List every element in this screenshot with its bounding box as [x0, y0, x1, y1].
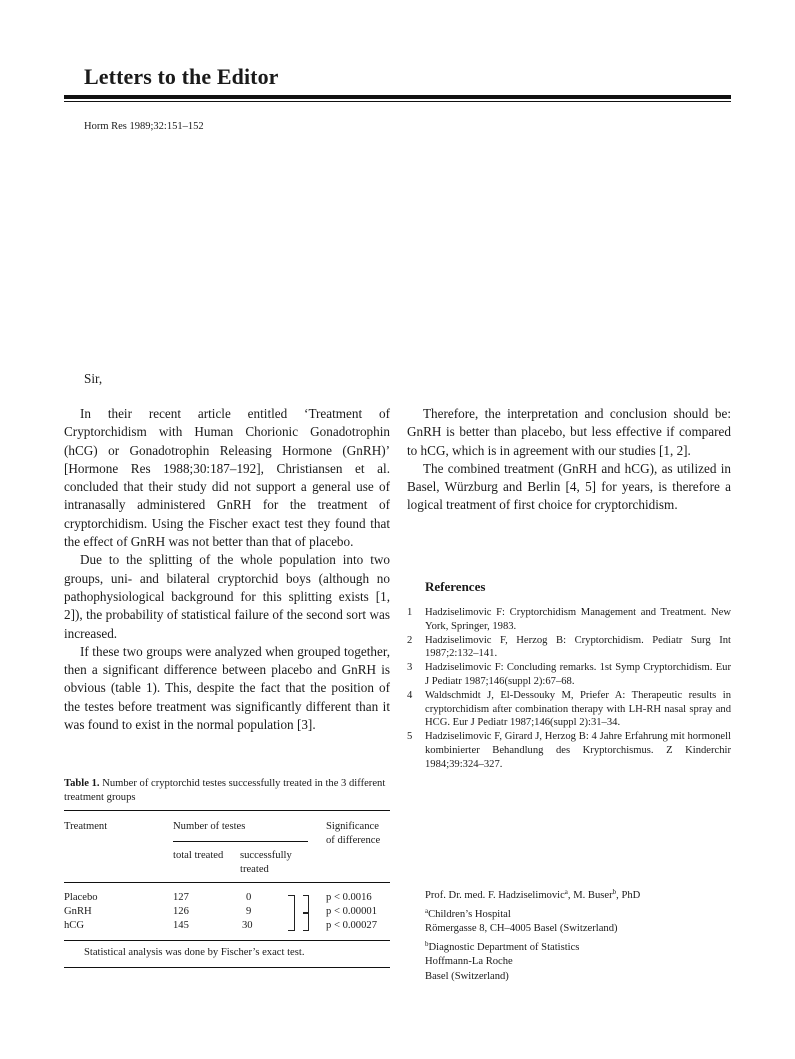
table-cell-treatment: hCG: [64, 920, 85, 931]
table-cell-total: 126: [173, 906, 189, 917]
table-rule-bottom: [64, 940, 390, 941]
reference-number: 5: [407, 731, 413, 743]
references-list: [407, 606, 731, 772]
letter-body-left: [64, 405, 390, 734]
address-company: Hoffmann-La Roche: [425, 956, 513, 967]
reference-item: [407, 606, 731, 633]
table-header-treatment: Treatment: [64, 821, 108, 832]
significance-bracket-outer: [288, 895, 295, 931]
journal-citation: Horm Res 1989;32:151–152: [84, 121, 204, 132]
paragraph: The combined treatment (GnRH and hCG), as utilized in Basel, Würzburg and Berlin [4, 5] for years, is therefore a logical treatment of first choice for cryptorchidism.: [407, 460, 731, 513]
table-rule-middle: [64, 882, 390, 883]
table-rule-footer: [64, 967, 390, 968]
journal-section-title: Letters to the Editor: [84, 64, 279, 89]
author-address: [425, 885, 640, 984]
table-cell-treatment: GnRH: [64, 906, 92, 917]
table-cell-significance: p < 0.0016: [326, 892, 372, 903]
affiliation-b: [425, 937, 640, 956]
reference-number: 1: [407, 607, 413, 618]
affiliation-mark: a: [425, 906, 429, 915]
table-footnote: Statistical analysis was done by Fischer’s exact test.: [84, 947, 305, 958]
table-cell-treatment: Placebo: [64, 892, 98, 903]
author-degree: , PhD: [616, 890, 641, 901]
author-names: [425, 885, 640, 904]
reference-item: [407, 634, 731, 661]
salutation: Sir,: [84, 371, 103, 386]
reference-number: 4: [407, 690, 413, 702]
paragraph: Therefore, the interpretation and conclusion should be: GnRH is better than placebo, but less effective if compared to hCG, which is in agreement with our studies [1, 2].: [407, 406, 731, 458]
reference-item: [407, 689, 731, 730]
table-label: Table 1.: [64, 778, 100, 789]
table-header-significance: Significance of difference: [326, 821, 381, 846]
reference-text: Hadziselimovic F: Cryptorchidism Management and Treatment. New York, Springer, 1983.: [425, 607, 731, 632]
significance-bracket-lower: [303, 912, 309, 931]
table-header-total: total treated: [173, 850, 224, 861]
author-name-2: , M. Buser: [567, 890, 613, 901]
affiliation-name: Diagnostic Department of Statistics: [428, 941, 580, 953]
reference-item: [407, 730, 731, 771]
table-cell-success: 30: [242, 920, 253, 931]
letter-body-right: [407, 405, 731, 515]
reference-text: Hadziselimovic F, Herzog B: Cryptorchidism. Pediatr Surg Int 1987;2:132–141.: [425, 634, 731, 660]
reference-number: 3: [407, 662, 413, 674]
table-cell-success: 0: [246, 892, 252, 903]
table-cell-total: 127: [173, 892, 189, 903]
table-cell-significance: p < 0.00027: [326, 920, 377, 931]
table-cell-significance: p < 0.00001: [326, 906, 377, 917]
reference-text: Hadziselimovic F, Girard J, Herzog B: 4 Jahre Erfahrung mit hormonell kombinierter Behandlung des Kryptorchismus. Z Kinderchir 1984;39:324–327.: [425, 731, 731, 770]
paragraph: Due to the splitting of the whole population into two groups, uni- and bilateral cryptorchid boys (although no pathophysiological background for this splitting exists [1, 2]), the probability of statistical failure of the second sort was increased.: [64, 552, 390, 641]
header-rule-thick: [64, 95, 731, 99]
reference-text: Hadziselimovic F: Concluding remarks. 1st Symp Cryptorchidism. Eur J Pediatr 1987;146(suppl 2):67–68.: [425, 662, 731, 687]
address-city: Basel (Switzerland): [425, 970, 509, 982]
table-cell-success: 9: [246, 906, 252, 917]
references-heading: References: [425, 579, 486, 594]
table-header-number: Number of testes: [173, 821, 246, 832]
table-header-success: successfully treated: [240, 850, 292, 875]
table-caption-text: Number of cryptorchid testes successfully treated in the 3 different treatment groups: [64, 778, 386, 803]
reference-item: [407, 661, 731, 688]
affiliation-mark: a: [564, 888, 568, 896]
reference-text: Waldschmidt J, El-Dessouky M, Priefer A: Therapeutic results in cryptorchidism after combination therapy with LH-RH nasal spray and HCG. Eur J Pediatr 1987;146(suppl 2):31–34.: [425, 690, 731, 729]
affiliation-name: Children’s Hospital: [428, 908, 511, 920]
table-cell-total: 145: [173, 920, 189, 931]
table-rule-subheader: [173, 841, 308, 842]
table-rule-top: [64, 810, 390, 811]
affiliation-a: [425, 904, 640, 923]
affiliation-mark: b: [425, 939, 429, 948]
author-name-1: Prof. Dr. med. F. Hadziselimovic: [425, 890, 565, 901]
affiliation-mark: b: [612, 888, 617, 896]
table-caption: [64, 777, 390, 805]
paragraph: If these two groups were analyzed when grouped together, then a significant difference between placebo and GnRH is obvious (table 1). This, despite the fact that the position of the testes before treatment was significantly different than it was found to exist in the normal population [3].: [64, 643, 390, 733]
paragraph: In their recent article entitled ‘Treatment of Cryptorchidism with Human Chorionic Gonadotrophin (hCG) or Gonadotrophin Releasing Hormone (GnRH)’ [Hormone Res 1988;30:187–192], Christiansen et al. concluded that their study did not support a general use of intranasally administered GnRH for the treatment of cryptorchidism. Using the Fischer exact test they found that the effect of GnRH was not better than that of placebo.: [64, 406, 390, 550]
address-street: Römergasse 8, CH–4005 Basel (Switzerland): [425, 923, 618, 934]
header-rule-thin: [64, 101, 731, 102]
reference-number: 2: [407, 634, 413, 646]
